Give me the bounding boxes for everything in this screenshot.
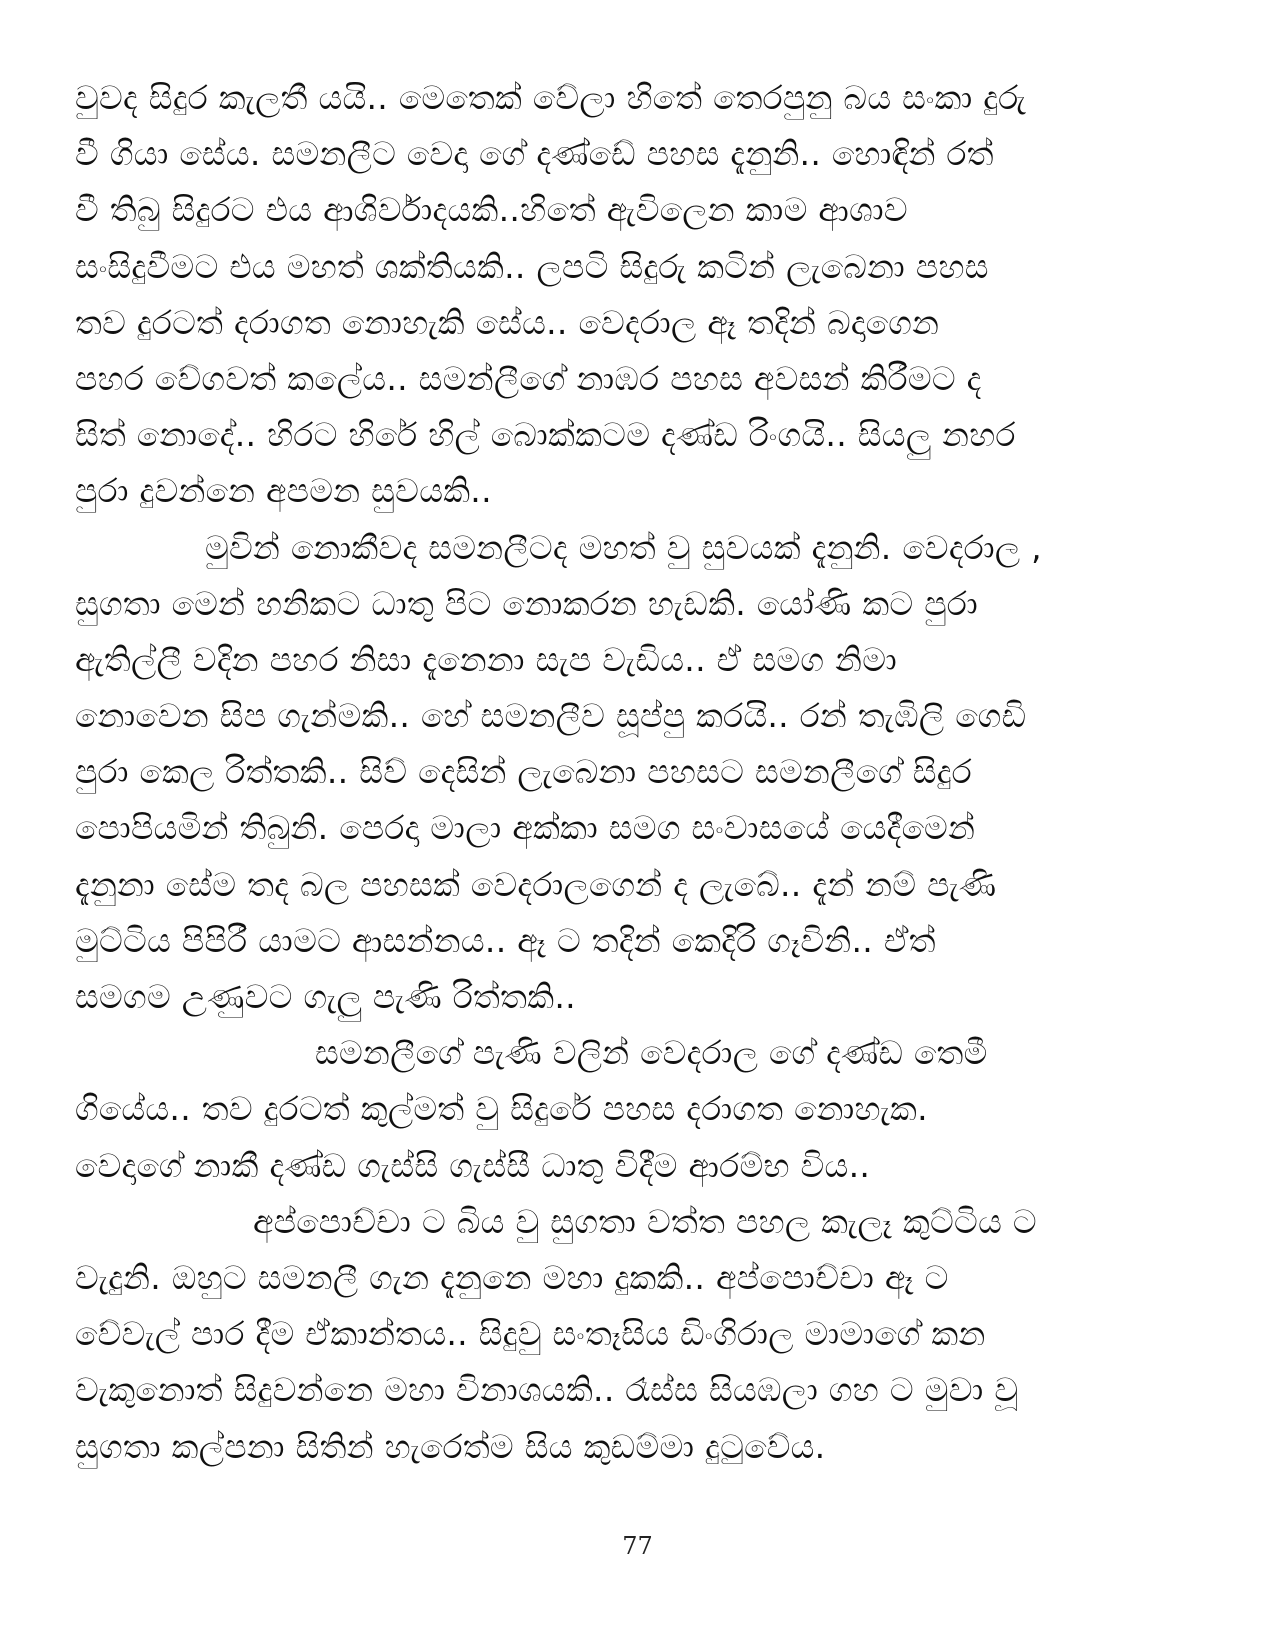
paragraph-start-line: අප්පොච්චා ට බිය වු සුගතා වත්ත පහල කැලෑ කුට්ටිය ට — [253, 1201, 1037, 1241]
text-line: වෙදාගේ නාකී දණ්ඩ ගැස්සි ගැස්සී ධාතු විදීම ආරම්භ විය.. — [75, 1145, 871, 1185]
text-line: වී තිබු සිදුරට එය ආශිර්වාදයකි..හිතේ ඇවිලෙන කාම ආශාව — [75, 190, 908, 230]
text-line: පුරා කෙල රිත්තකි.. සිව් දෙසින් ලැබෙනා පහසට සමනලීගේ සිදුර — [75, 752, 972, 792]
body-text — [75, 70, 1200, 1475]
text-line: වැදුනි. ඔහුට සමනලී ගැන දැනුනෙ මහා දුකකි.. අප්පොච්චා ඈ ට — [75, 1257, 949, 1297]
text-line: ඇතිල්ලී වදින පහර නිසා දැනෙනා සැප වැඩිය.. ඒ සමග නිමා — [75, 639, 898, 679]
text-line: වේවැල් පාර දීම ඒකාන්තය.. සිදුවු සංතෑසිය ඩිංගිරාල මාමාගේ කන — [75, 1314, 986, 1354]
text-line: වී ගියා සේය. සමනලීට වෙදා ගේ දණ්ඩේ පහස දැනුනි.. හොඳින් රත් — [75, 134, 994, 174]
text-line: පුරා දුවන්නෙ අපමන සුවයකි.. — [75, 471, 492, 511]
text-line: නොවෙන සිප ගැන්මකි.. හේ සමනලීව සූප්පු කරයි.. රන් තැඹිලි ගෙඩි — [75, 696, 1027, 736]
text-line: සිත් නොදේ.. හිරට හිරේ හිල් බොක්කටම දණ්ඩ රිංගයි.. සියලු නහර — [75, 415, 1016, 455]
text-line: වුවද සිදුර කැලතී යයි.. මෙතෙක් වේලා හිතේ තෙරපුනු බය සංකා දුරු — [75, 78, 1027, 117]
text-line: සංසිදුවීමට එය මහත් ශක්තියකි.. ලපටි සිදුරු කටින් ලැබෙනා පහස — [75, 246, 989, 286]
page-number: 77 — [622, 1532, 653, 1560]
text-line: වැකුනොත් සිදුවන්නෙ මහා විනාශයකි.. රෑස්ස සියඹලා ගහ ට මුවා වූ — [75, 1370, 1019, 1410]
text-line: පහර වේගවත් කලේය.. සමන්ලීගේ නාඹර පහස අවසන් කිරීමට ද — [75, 358, 982, 398]
text-line: සමගම උණුවට ගැලු පැණි රිත්තකි.. — [75, 977, 576, 1016]
paragraph-start-line: මුවින් නොකීවද සමනලීටද මහත් වු සුවයක් දැනුනි. වෙදරාල , — [205, 527, 1042, 567]
text-line: පොපියමින් තිබුනි. පෙරදා මාලා අක්කා සමග සංවාසයේ යෙදීමෙන් — [75, 808, 976, 848]
paragraph-start-line: සමනලීගේ පැණි වලින් වෙදරාල ගේ දණ්ඩ තෙමී — [315, 1033, 988, 1073]
text-line: තව දුරටත් දරාගත නොහැකි සේය.. වෙදරාල ඈ තදින් බදාගෙන — [75, 302, 940, 342]
text-line: මුට්ටිය පිපිරී යාමට ආසන්නය.. ඈ ට තදින් කෙදිරි ගෑවිනි.. ඒත් — [75, 920, 936, 960]
text-line: ගියේය.. තව දුරටත් කුල්මත් වු සිදුරේ පහස දරාගත නොහැක. — [75, 1089, 928, 1129]
text-line: සුගතා මෙන් හනිකට ධාතු පිට නොකරන හැඩකි. යෝණි කට පුරා — [75, 583, 978, 623]
text-line: දැනුනා සේම තද බල පහසක් වෙදරාලගෙන් ද ලැබේ.. දැන් නම් පැණි — [75, 864, 997, 904]
text-line: සුගතා කල්පනා සිතින් හැරෙත්ම සිය කුඩම්මා දුටුවේය. — [75, 1426, 826, 1466]
